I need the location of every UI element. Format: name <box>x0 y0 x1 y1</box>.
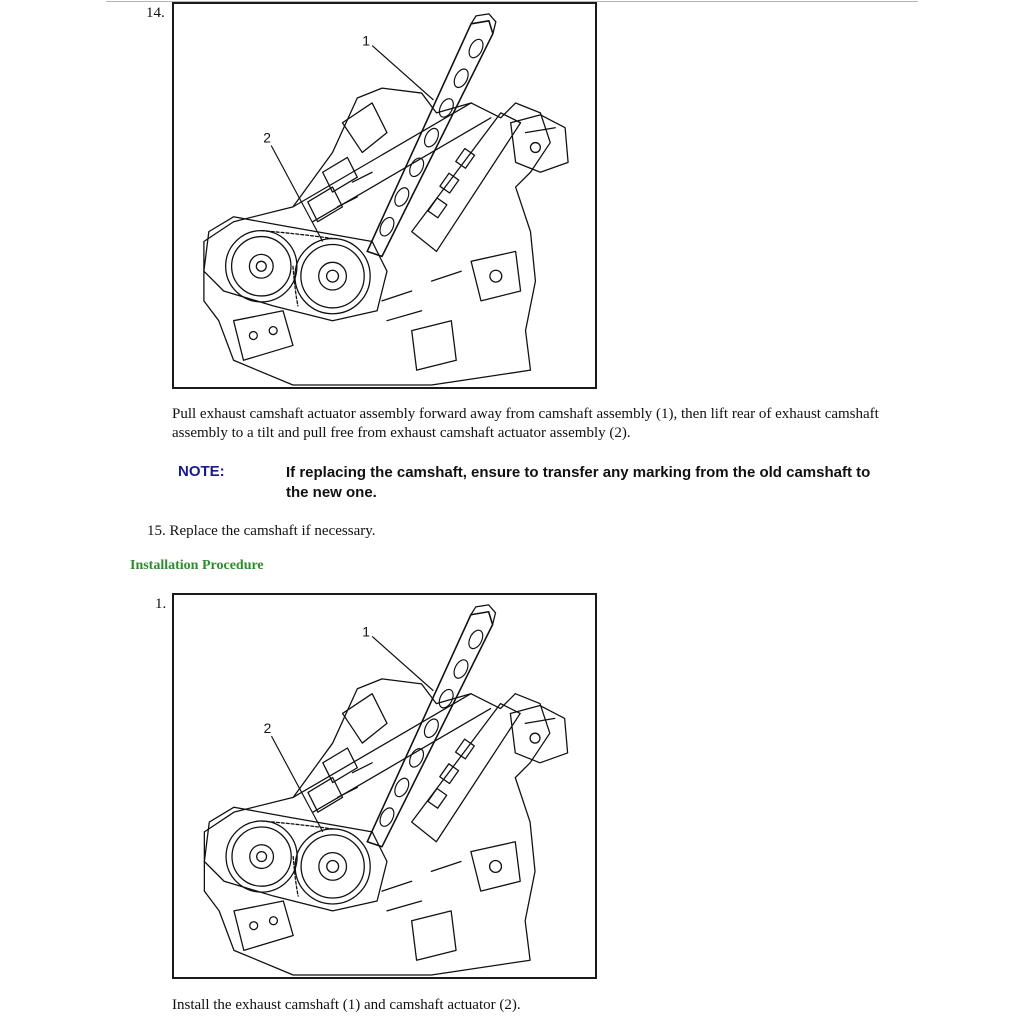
note-text: If replacing the camshaft, ensure to transfer any marking from the old camshaft to the new one. <box>286 464 871 501</box>
install-step-1-figure <box>172 593 597 979</box>
installation-procedure-heading: Installation Procedure <box>130 558 264 573</box>
note-label: NOTE: <box>178 463 225 480</box>
step-15-text: 15. Replace the camshaft if necessary. <box>147 523 376 539</box>
step-14-number: 14. <box>146 5 165 21</box>
step-14-instruction: Pull exhaust camshaft actuator assembly forward away from camshaft assembly (1), then lift rear of exhaust camshaft assembly to a tilt and pull free from exhaust camshaft actuator assembly (2). <box>172 406 879 441</box>
step-14-figure <box>172 2 597 389</box>
engine-camshaft-illustration <box>174 595 595 977</box>
install-step-1-instruction: Install the exhaust camshaft (1) and camshaft actuator (2). <box>172 997 521 1013</box>
callout-2: 2 <box>263 129 271 146</box>
callout-1: 1 <box>362 32 370 49</box>
callout-2: 2 <box>263 720 272 737</box>
callout-1: 1 <box>362 623 370 640</box>
engine-camshaft-illustration <box>174 4 595 387</box>
install-step-1-number: 1. <box>155 596 167 612</box>
